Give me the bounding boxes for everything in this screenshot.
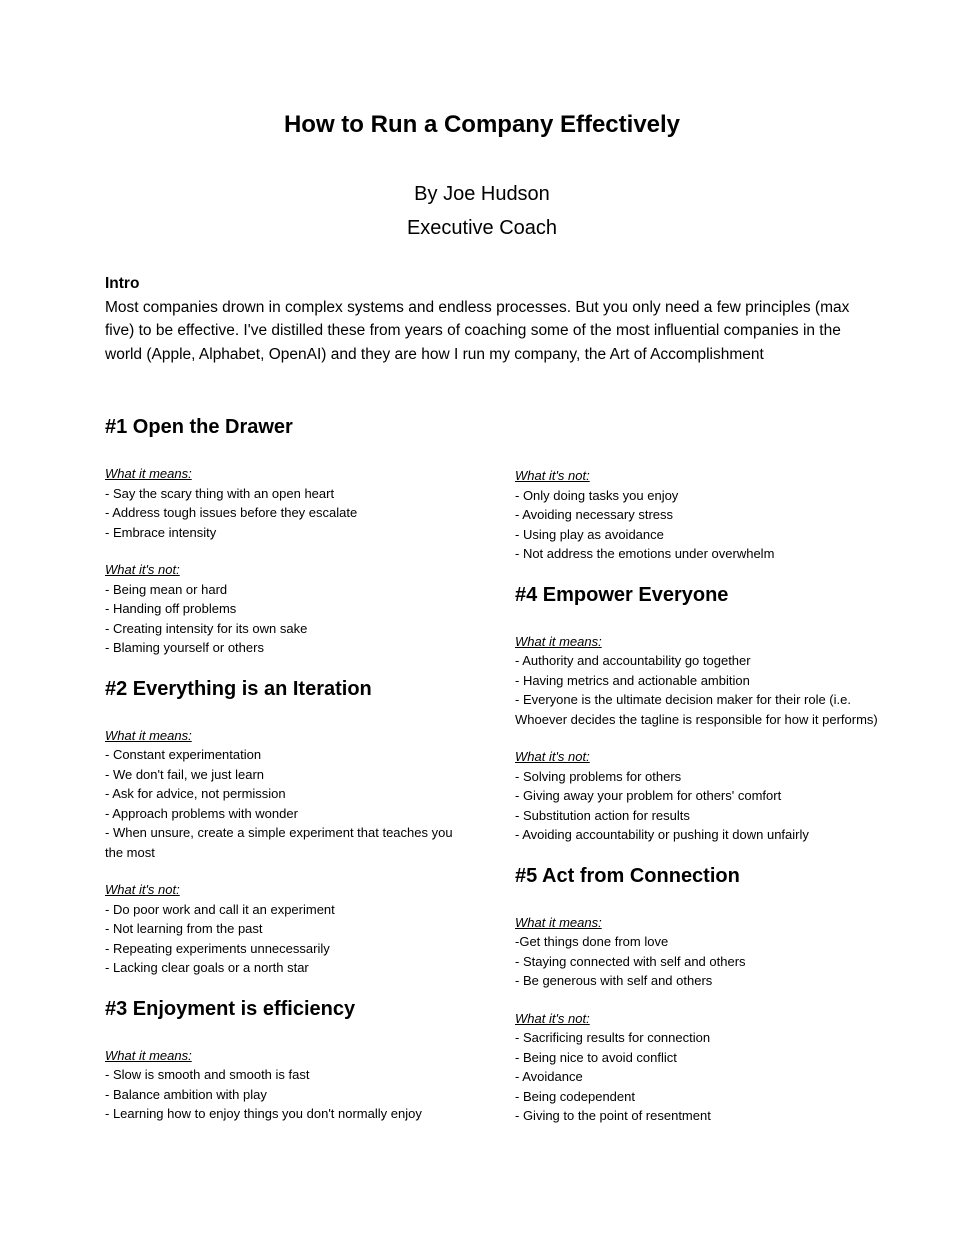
section-5-heading: #5 Act from Connection [515,864,740,887]
section-2-not-list [105,900,453,978]
section-2-heading: #2 Everything is an Iteration [105,677,372,700]
bullet-item: - Blaming yourself or others [105,640,264,655]
section-1-means-list [105,484,453,543]
intro-section [105,272,871,366]
page-title: How to Run a Company Effectively [283,111,681,138]
bullet-item: - Being mean or hard [105,581,228,597]
bullet-item: - Giving away your problem for others' comfort [515,788,782,803]
bullet-item: - Say the scary thing with an open heart [105,485,335,501]
section-5-means-label: What it means: [515,914,602,930]
section-4-not-label: What it's not: [515,749,590,764]
intro-heading: Intro [105,275,140,292]
section-1-heading: #1 Open the Drawer [105,416,293,438]
bullet-item: - Authority and accountability go together [515,653,751,668]
bullet-item: - Approach problems with wonder [105,805,298,821]
section-5-not-list [515,1028,881,1126]
bullet-item: - Be generous with self and others [515,973,713,988]
section-4-means-label: What it means: [515,633,602,649]
section-4-not-list [515,767,881,845]
section-5-means-list [515,932,881,991]
bullet-item: - Lacking clear goals or a north star [105,960,309,975]
bullet-item: - Not learning from the past [105,921,263,936]
bullet-item: - Do poor work and call it an experiment [105,901,335,917]
byline-author: By Joe Hudson [414,183,550,205]
left-column [105,416,453,1124]
bullet-item: - Being nice to avoid conflict [515,1049,677,1065]
bullet-item: - Embrace intensity [105,524,217,540]
bullet-item: - Not address the emotions under overwhelm [515,546,775,561]
section-2-means-label: What it means: [105,727,192,743]
right-column [515,466,881,1126]
bullet-item: - Being codependent [515,1088,635,1104]
section-1-not-label: What it's not: [105,562,180,577]
bullet-item: - Balance ambition with play [105,1086,267,1102]
section-2-not-label: What it's not: [105,882,180,897]
bullet-item: - Avoiding necessary stress [515,507,673,522]
bullet-item: - Repeating experiments unnecessarily [105,940,330,956]
section-4-heading: #4 Empower Everyone [515,583,729,606]
section-3-means-label: What it means: [105,1047,192,1063]
bullet-item: - Everyone is the ultimate decision maker for their role (i.e. Whoever decides the tagline is responsible for how it performs) [515,692,878,727]
bullet-item: - Solving problems for others [515,768,682,784]
bullet-item: - Creating intensity for its own sake [105,620,308,636]
bullet-item: - Substitution action for results [515,807,690,823]
section-1-means-label: What it means: [105,466,192,481]
section-1-not-list [105,580,453,658]
bullet-item: - Having metrics and actionable ambition [515,672,750,688]
byline-role: Executive Coach [406,217,558,239]
section-3-means-list [105,1065,453,1124]
bullet-item: - Ask for advice, not permission [105,786,286,801]
bullet-item: - Slow is smooth and smooth is fast [105,1067,310,1082]
bullet-item: - Learning how to enjoy things you don't normally enjoy [105,1106,422,1121]
bullet-item: - We don't fail, we just learn [105,766,265,782]
bullet-item: - Giving to the point of resentment [515,1108,711,1123]
bullet-item: - Sacrificing results for connection [515,1030,711,1045]
bullet-item: - Staying connected with self and others [515,953,746,969]
byline [0,177,964,245]
bullet-item: - Only doing tasks you enjoy [515,487,679,503]
bullet-item: - Avoiding accountability or pushing it down unfairly [515,827,809,842]
section-3-not-list [515,486,881,564]
section-3-heading: #3 Enjoyment is efficiency [105,997,356,1020]
bullet-item: -Get things done from love [515,934,669,949]
bullet-item: - Address tough issues before they escalate [105,505,358,520]
section-5-not-label: What it's not: [515,1010,590,1026]
section-2-means-list [105,745,453,862]
bullet-item: - Handing off problems [105,601,237,616]
intro-paragraph: Most companies drown in complex systems and endless processes. But you only need a few principles (max five) to be effective. I've distilled these from years of coaching some of the most influential companies in the world (Apple, Alphabet, OpenAI) and they are how I run my company, the Art of Accomplishment [105,298,850,363]
section-3-not-label: What it's not: [515,468,590,483]
section-4-means-list [515,651,881,729]
bullet-item: - Using play as avoidance [515,526,664,542]
bullet-item: - Constant experimentation [105,747,262,762]
bullet-item: - When unsure, create a simple experiment that teaches you the most [105,825,453,860]
bullet-item: - Avoidance [515,1069,583,1084]
